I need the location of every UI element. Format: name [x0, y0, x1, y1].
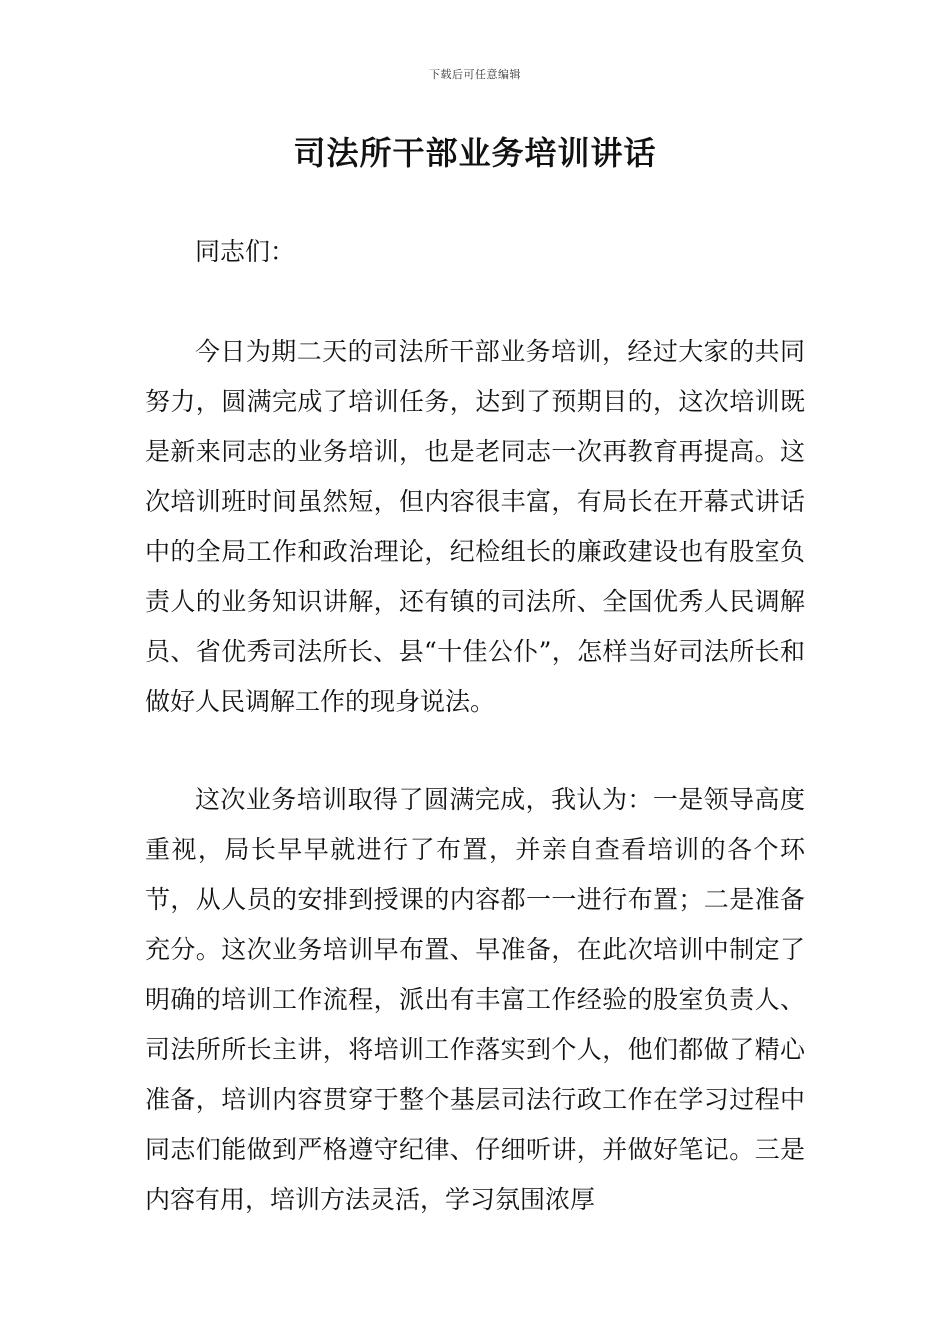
paragraph-1: 今日为期二天的司法所干部业务培训，经过大家的共同努力，圆满完成了培训任务，达到了预期目的，这次培训既是新来同志的业务培训，也是老同志一次再教育再提高。这次培训班时间虽然短，但内容很丰富，有局长在开幕式讲话中的全局工作和政治理论，纪检组长的廉政建设也有股室负责人的业务知识讲解，还有镇的司法所、全国优秀人民调解员、省优秀司法所长、县“十佳公仆”，怎样当好司法所长和做好人民调解工作的现身说法。 — [145, 337, 805, 716]
document-title: 司法所干部业务培训讲话 — [293, 134, 657, 172]
header-note: 下载后可任意编辑 — [429, 68, 521, 81]
salutation: 同志们： — [195, 237, 296, 266]
paragraph-2: 这次业务培训取得了圆满完成，我认为：一是领导高度重视，局长早早就进行了布置，并亲自查看培训的各个环节，从人员的安排到授课的内容都一一进行布置；二是准备充分。这次业务培训早布置、早准备，在此次培训中制定了明确的培训工作流程，派出有丰富工作经验的股室负责人、司法所所长主讲，将培训工作落实到个人，他们都做了精心准备，培训内容贯穿于整个基层司法行政工作在学习过程中同志们能做到严格遵守纪律、仔细听讲，并做好笔记。三是内容有用，培训方法灵活，学习氛围浓厚 — [145, 785, 805, 1214]
